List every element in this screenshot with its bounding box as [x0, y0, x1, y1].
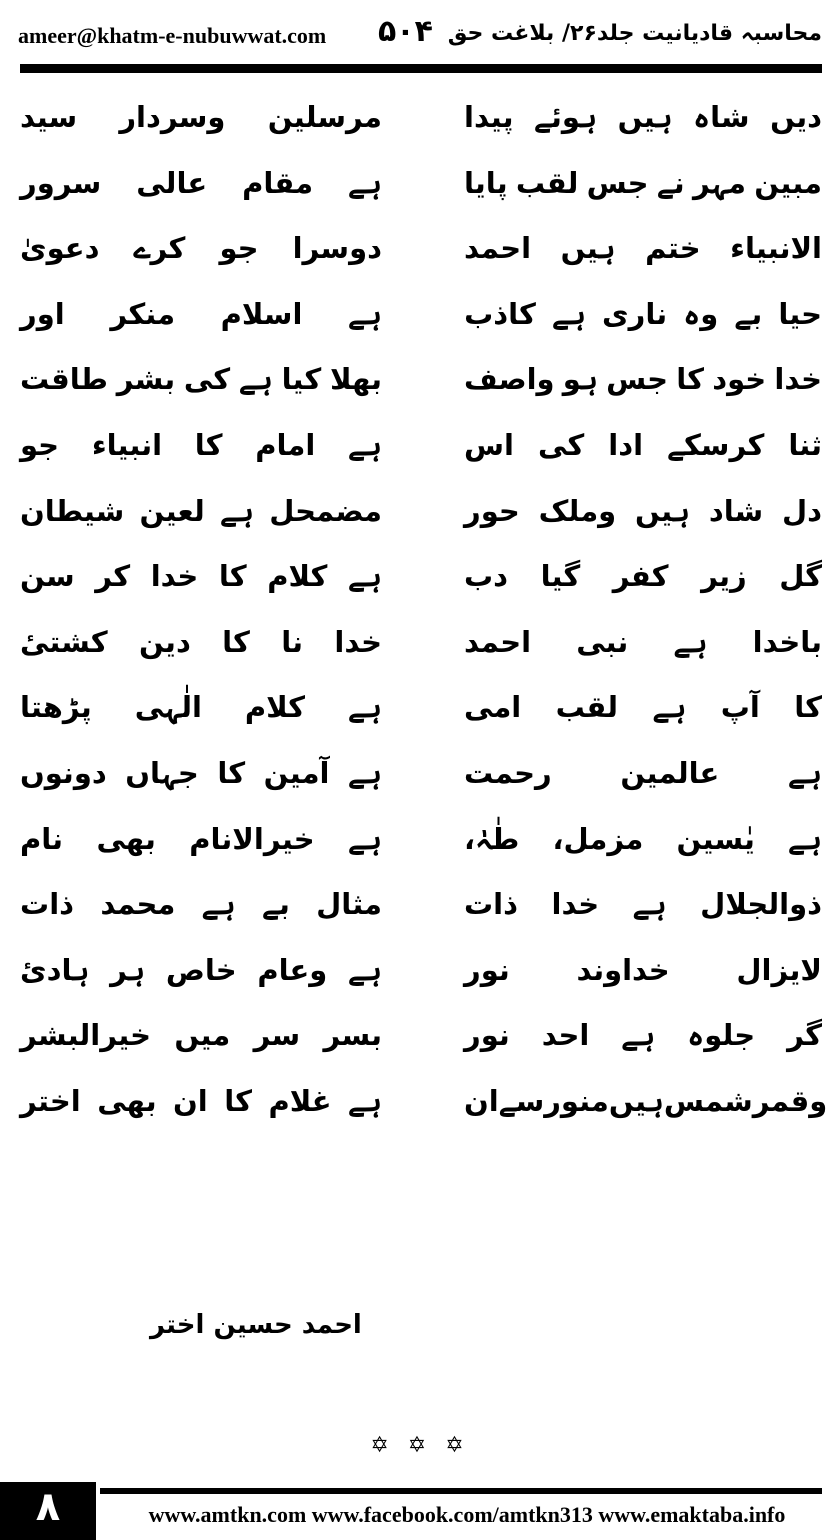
verse-word: ثنا [788, 427, 822, 462]
verse-word: نا [281, 624, 304, 659]
verse-word: خاص [165, 952, 237, 987]
verse-word: مزمل، [552, 821, 644, 856]
second-hemistich [20, 945, 382, 995]
verse-word: گر [787, 1018, 822, 1053]
verse-word: غلام [268, 1083, 332, 1118]
verse-word: خدا [551, 887, 600, 922]
verse-word: ان [464, 1083, 499, 1118]
first-hemistich [464, 486, 822, 536]
verse-word: جس [586, 165, 649, 200]
verse-word: ہے [788, 821, 822, 856]
verse-word: امی [464, 690, 522, 725]
verse-word: واصف [464, 362, 555, 397]
verse-word: آمین [263, 755, 330, 790]
verse-word: دیں [770, 100, 822, 134]
second-hemistich [20, 289, 382, 339]
verse-word: لقب [555, 690, 619, 725]
second-hemistich [20, 748, 382, 798]
verse-word: ہے [348, 559, 382, 594]
first-hemistich [464, 945, 822, 995]
verse-word: بسر [323, 1018, 382, 1053]
verse-word: ذات [20, 887, 75, 922]
verse-word: ہے [348, 427, 382, 462]
verse-word: گل [779, 559, 822, 594]
verse-word: اور [20, 296, 65, 331]
verse-word: دل [781, 493, 822, 528]
verse-word: منکر [110, 296, 176, 331]
header-email: ameer@khatm-e-nubuwwat.com [18, 23, 327, 48]
first-hemistich [464, 223, 822, 273]
verse-word: خیرالانام [189, 821, 315, 856]
poet-name: احمد حسین اختر [150, 1310, 362, 1340]
verse-word: باخدا [752, 624, 822, 659]
verse-word: کا [676, 362, 705, 397]
verse-word: انبیاء [91, 427, 163, 462]
verse-row [18, 217, 822, 283]
verse-word: خدا [334, 624, 382, 659]
verse-word: عالمین [620, 755, 720, 790]
verse-row [18, 808, 822, 874]
second-hemistich [20, 354, 382, 404]
verse-word: ہوئے [534, 100, 598, 134]
verse-word: ہے [348, 821, 382, 856]
verse-word: خود [712, 362, 767, 397]
verse-row [18, 939, 822, 1005]
second-hemistich [20, 814, 382, 864]
first-hemistich [464, 814, 822, 864]
verse-word: احمد [464, 231, 532, 266]
verse-word: گیا [540, 559, 581, 594]
verse-word: ان [173, 1083, 208, 1118]
first-hemistich [464, 92, 822, 142]
verse-word: ہیں [617, 100, 673, 134]
verse-word: مبین [754, 165, 822, 200]
verse-word: محمد [100, 887, 176, 922]
verse-word: نور [464, 952, 510, 987]
verse-word: اختر [20, 1083, 81, 1118]
verse-word: ہے [348, 165, 382, 200]
verse-word: کاذب [464, 296, 536, 331]
verse-word: مقام [242, 165, 314, 200]
verse-word: بھی [97, 1083, 157, 1118]
verse-word: ہیں [560, 231, 616, 266]
first-hemistich [464, 617, 822, 667]
verse-word: طاقت [20, 362, 108, 397]
page-header [18, 6, 822, 62]
verse-word: جلوہ [687, 1018, 756, 1053]
verse-word: ہیں [608, 1083, 664, 1118]
verse-word: ہے [348, 952, 382, 987]
verse-word: بھی [96, 821, 156, 856]
verse-word: ہے [238, 362, 273, 397]
verse-row [18, 676, 822, 742]
verse-word: نبی [576, 624, 629, 659]
second-hemistich [20, 223, 382, 273]
second-hemistich [20, 879, 382, 929]
verse-word: کا [194, 427, 223, 462]
verse-word: پیدا [464, 100, 514, 134]
verse-row [18, 545, 822, 611]
verse-word: یٰسین [676, 821, 755, 856]
verse-word: کلام [244, 690, 306, 725]
verse-word: ہے [788, 755, 822, 790]
second-hemistich [20, 486, 382, 536]
first-hemistich [464, 682, 822, 732]
verse-word: جو [20, 427, 60, 462]
verse-word: عالی [136, 165, 208, 200]
verse-word: وقمر [752, 1083, 828, 1118]
second-hemistich [20, 551, 382, 601]
verse-word: ذات [464, 887, 518, 922]
verse-row [18, 152, 822, 218]
verse-word: جو [219, 231, 259, 266]
verse-row [18, 283, 822, 349]
verse-row [18, 480, 822, 546]
verse-word: شاد [708, 493, 764, 528]
verse-word: دعویٰ [20, 231, 100, 266]
verse-word: ناری [602, 296, 668, 331]
verse-row [18, 611, 822, 677]
verse-word: امام [255, 427, 316, 462]
verse-word: اسلام [220, 296, 303, 331]
page-number: ۵۰۴ [378, 14, 433, 49]
second-hemistich [20, 1010, 382, 1060]
first-hemistich [464, 748, 822, 798]
verse-word: کرسکے [667, 427, 765, 462]
verse-word: آپ [720, 690, 760, 725]
verse-word: نام [20, 821, 64, 856]
verse-word: ہے [348, 296, 382, 331]
verse-row [18, 348, 822, 414]
verse-word: ہے [348, 1083, 382, 1118]
first-hemistich [464, 879, 822, 929]
verse-word: خداوند [576, 952, 670, 987]
verse-word: بے [261, 887, 290, 922]
verse-word: ختم [645, 231, 701, 266]
verse-word: ہے [673, 624, 708, 659]
verse-word: کا [217, 755, 246, 790]
verse-word: ادا [608, 427, 644, 462]
second-hemistich [20, 420, 382, 470]
verse-row [18, 86, 822, 152]
verse-word: حور [464, 493, 520, 528]
verse-word: کی [538, 427, 585, 462]
verse-word: شیطان [20, 493, 125, 528]
poem [18, 86, 828, 1136]
verse-word: ہے [621, 1018, 656, 1053]
verse-word: ہے [551, 296, 586, 331]
verse-word: ہے [632, 887, 667, 922]
verse-word: کلام [267, 559, 328, 594]
verse-word: بھلا [329, 362, 382, 397]
verse-word: وملک [538, 493, 617, 528]
verse-word: زیر [701, 559, 747, 594]
verse-word: میں [174, 1018, 231, 1053]
verse-word: حیا [778, 296, 822, 331]
section-ornament: ✡ ✡ ✡ [370, 1433, 470, 1458]
verse-word: کرے [133, 231, 186, 266]
verse-word: لایزال [736, 952, 822, 987]
verse-word: طٰہٰ، [464, 821, 520, 856]
verse-word: ہے [348, 755, 382, 790]
first-hemistich [464, 158, 822, 208]
verse-row [18, 1070, 828, 1136]
verse-word: ہر [110, 952, 146, 987]
verse-word: دوسرا [292, 231, 382, 266]
verse-word: سر [253, 1018, 301, 1053]
second-hemistich [20, 1076, 382, 1126]
verse-word: نور [464, 1018, 510, 1053]
verse-word: بشر [116, 362, 176, 397]
header-rule [20, 64, 822, 73]
first-hemistich [464, 1076, 828, 1126]
verse-word: رحمت [464, 755, 552, 790]
verse-word: خیرالبشر [20, 1018, 152, 1053]
verse-word: الانبیاء [730, 231, 822, 266]
verse-word: مہر [692, 165, 746, 200]
verse-word: لقب [515, 165, 579, 200]
first-hemistich [464, 420, 822, 470]
verse-word: جس [606, 362, 669, 397]
verse-word: دب [464, 559, 509, 594]
verse-word: بے [734, 296, 763, 331]
verse-word: ہے [201, 887, 236, 922]
second-hemistich [20, 92, 382, 142]
verse-word: پڑھتا [20, 690, 92, 725]
verse-word: کی [183, 362, 231, 397]
footer-links: www.amtkn.com www.facebook.com/amtkn313 www.emaktaba.info [148, 1502, 786, 1527]
book-title: محاسبہ قادیانیت جلد۲۶/ بلاغت حق [447, 21, 822, 46]
verse-word: نے [656, 165, 685, 200]
verse-word: جہاں [125, 755, 199, 790]
verse-word: ہے [219, 493, 254, 528]
verse-word: سے [498, 1083, 545, 1118]
second-hemistich [20, 682, 382, 732]
verse-word: کا [794, 690, 822, 725]
verse-word: ہو [562, 362, 598, 397]
verse-word: کا [224, 1083, 252, 1118]
verse-word: شاہ [693, 100, 750, 134]
verse-row [18, 873, 822, 939]
verse-row [18, 742, 822, 808]
verse-word: کیا [281, 362, 322, 397]
verse-word: وعام [257, 952, 328, 987]
verse-row [18, 1004, 822, 1070]
verse-word: پایا [464, 165, 508, 200]
verse-word: وسردار [119, 100, 226, 134]
verse-word: مثال [316, 887, 382, 922]
verse-row [18, 414, 822, 480]
verse-word: الٰہی [134, 690, 202, 725]
verse-word: احمد [464, 624, 532, 659]
footer-rule [100, 1488, 822, 1494]
second-hemistich [20, 617, 382, 667]
verse-word: ہے [348, 690, 382, 725]
first-hemistich [464, 1010, 822, 1060]
verse-word: دین [138, 624, 191, 659]
verse-word: ہے [652, 690, 687, 725]
verse-word: دونوں [20, 755, 107, 790]
verse-word: ہادیٔ [20, 952, 90, 987]
verse-word: کفر [612, 559, 669, 594]
verse-word: سرور [20, 165, 102, 200]
verse-word: کا [218, 559, 247, 594]
verse-word: کشتیٔ [20, 624, 108, 659]
first-hemistich [464, 551, 822, 601]
verse-word: ذوالجلال [700, 887, 822, 922]
verse-word: کا [222, 624, 250, 659]
verse-word: شمس [663, 1083, 753, 1118]
verse-word: سن [20, 559, 75, 594]
verse-word: خدا [774, 362, 822, 397]
footer-page-marker: ۸ [0, 1482, 96, 1540]
verse-word: سید [20, 100, 78, 134]
verse-word: لعین [139, 493, 205, 528]
verse-word: خدا [150, 559, 199, 594]
verse-word: ہیں [635, 493, 690, 528]
verse-word: وہ [683, 296, 719, 331]
verse-word: اس [464, 427, 514, 462]
first-hemistich [464, 289, 822, 339]
first-hemistich [464, 354, 822, 404]
verse-word: مضمحل [269, 493, 382, 528]
second-hemistich [20, 158, 382, 208]
verse-word: مرسلین [267, 100, 382, 134]
verse-word: احد [541, 1018, 590, 1053]
verse-word: کر [95, 559, 131, 594]
verse-word: منور [544, 1083, 609, 1118]
